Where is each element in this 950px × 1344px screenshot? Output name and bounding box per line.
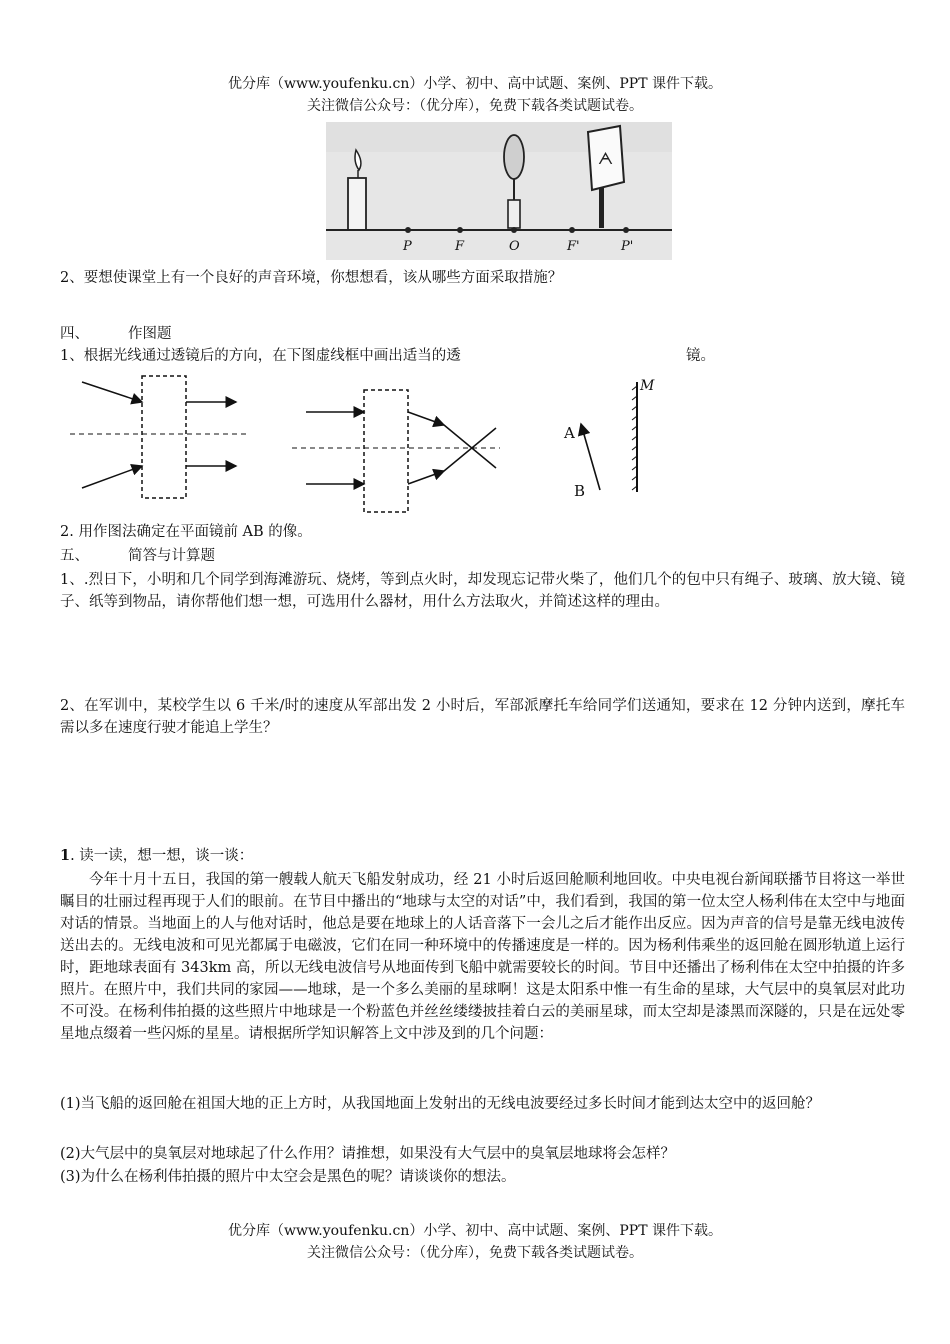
- reading-body: 今年十月十五日，我国的第一艘载人航天飞船发射成功，经 21 小时后返回舱顺利地回收。中央电视台新闻联播节目将这一举世瞩目的壮丽过程再现于人们的眼前。在节目中播出的“地球与太空的对话”中，我们看到，我国的第一位太空人杨利伟在太空中与地面对话的情景。当地面上的人与他对话时，他总是要在地球上的人话音落下一会儿之后才能作出反应。因为声音的信号是靠无线电波传送出去的。无线电波和可见光都属于电磁波，它们在同一种环境中的传播速度是一样的。因为杨利伟乘坐的返回舱在圆形轨道上运行时，距地球表面有 343km 高，所以无线电波信号从地面传到飞船中就需要较长的时间。节目中还播出了杨利伟在太空中拍摄的许多照片。在照片中，我们共同的家园——地球，是一个多么美丽的星球啊！这是太阳系中惟一有生命的星球，大气层中的臭氧层对此功不可没。在杨利伟拍摄的这些照片中地球是一个粉蓝色并丝丝缕缕披挂着白云的美丽星球，而太空却是漆黑而深隧的，只是在远处零星地点缀着一些闪烁的星星。请根据所学知识解答上文中涉及到的几个问题：: [60, 872, 905, 1042]
- section4-q1-text-end: 镜。: [686, 348, 715, 364]
- marker-f: [457, 227, 463, 233]
- header-line-1: 优分库（www.youfenku.cn）小学、初中、高中试题、案例、PPT 课件下载。: [227, 76, 722, 92]
- lens-diagrams: [60, 368, 760, 518]
- marker-p: [405, 227, 411, 233]
- header-line-2: 关注微信公众号：（优分库），免费下载各类试题试卷。: [307, 98, 643, 114]
- marker-o: [511, 227, 517, 233]
- optics-bench-drawing: [326, 122, 672, 260]
- label-o: O: [509, 239, 520, 254]
- label-p-prime: P': [621, 239, 634, 254]
- footer-line-1: 优分库（www.youfenku.cn）小学、初中、高中试题、案例、PPT 课件下载。: [227, 1223, 722, 1239]
- label-f-prime: F': [567, 239, 580, 254]
- footer-line-2: 关注微信公众号：（优分库），免费下载各类试题试卷。: [307, 1245, 643, 1261]
- label-f: F: [455, 239, 465, 254]
- marker-f-prime: [569, 227, 575, 233]
- reading-title-text: . 读一读，想一想，谈一谈：: [70, 848, 254, 864]
- reading-q1: (1)当飞船的返回舱在祖国大地的正上方时，从我国地面上发射出的无线电波要经过多长时间才能到达太空中的返回舱？: [60, 1096, 821, 1112]
- section5-number: 五、: [60, 548, 89, 564]
- question-sound: 2、要想使课堂上有一个良好的声音环境，你想想看，该从哪些方面采取措施？: [60, 270, 563, 286]
- label-m: M: [640, 378, 655, 394]
- diagram-diverging-box: [70, 376, 250, 498]
- svg-text:ᗅ: ᗅ: [598, 149, 614, 168]
- plane-mirror-diagram: [563, 378, 655, 500]
- section4-number: 四、: [60, 326, 89, 342]
- reading-title: [60, 846, 253, 866]
- section4-title: 作图题: [128, 326, 172, 342]
- reading-q2: (2)大气层中的臭氧层对地球起了什么作用？请推想，如果没有大气层中的臭氧层地球将会怎样？: [60, 1146, 676, 1162]
- reading-title-number: 1: [60, 847, 71, 864]
- section5-title: 简答与计算题: [128, 548, 215, 564]
- object-ab-arrow: [581, 424, 600, 490]
- section4-q2: 2. 用作图法确定在平面镜前 AB 的像。: [60, 524, 312, 540]
- optics-bench-figure: [326, 122, 672, 260]
- section5-q1: 1、.烈日下，小明和几个同学到海滩游玩、烧烤，等到点火时，却发现忘记带火柴了，他们几个的包中只有绳子、玻璃、放大镜、镜子、纸等到物品，请你帮他们想一想，可选用什么器材，用什么方法取火，并简述这样的理由。: [60, 572, 905, 610]
- diagram-converging-box: [292, 390, 500, 512]
- label-a: A: [564, 424, 575, 442]
- section5-q2: 2、在军训中，某校学生以 6 千米/时的速度从军部出发 2 小时后，军部派摩托车给同学们送通知，要求在 12 分钟内送到，摩托车需以多在速度行驶才能追上学生？: [60, 698, 905, 736]
- reading-q3: (3)为什么在杨利伟拍摄的照片中太空会是黑色的呢？请谈谈你的想法。: [60, 1169, 516, 1185]
- marker-p-prime: [623, 227, 629, 233]
- label-p: P: [403, 239, 412, 254]
- label-b: B: [574, 482, 586, 500]
- section4-q1-text: 1、根据光线通过透镜后的方向，在下图虚线框中画出适当的透: [60, 348, 461, 364]
